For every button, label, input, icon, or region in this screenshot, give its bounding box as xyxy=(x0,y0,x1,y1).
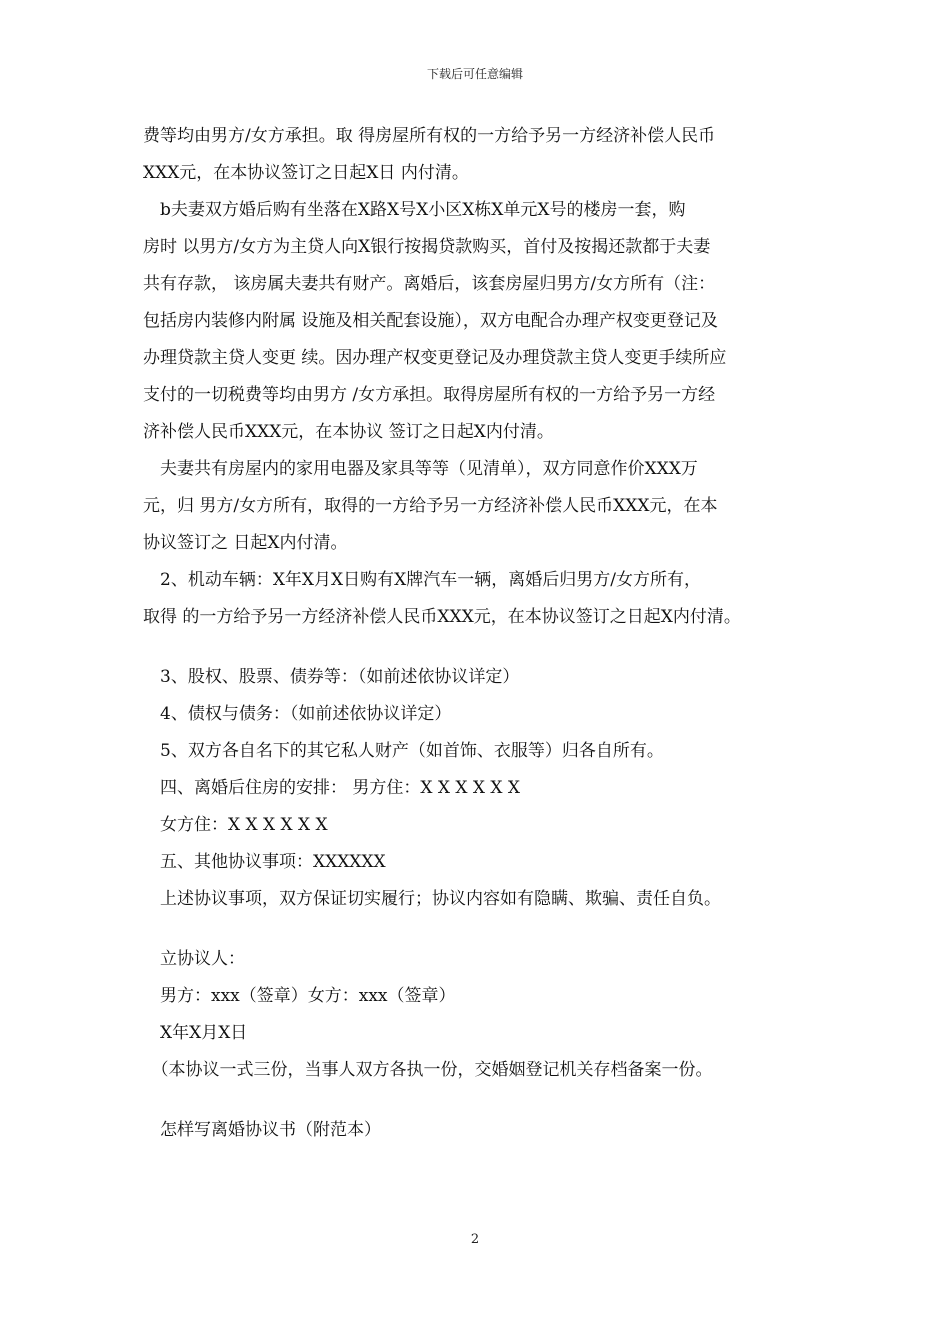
text-line: 办理贷款主贷人变更 续。因办理产权变更登记及办理贷款主贷人变更手续所应 xyxy=(143,348,727,368)
text-line: 5、双方各自名下的其它私人财产（如首饰、衣服等）归各自所有。 xyxy=(143,741,664,761)
page-header: 下载后可任意编辑 xyxy=(426,67,523,81)
text-line: XXX元，在本协议签订之日起X日 内付清。 xyxy=(143,163,469,183)
text-line: 四、离婚后住房的安排： 男方住：X X X X X X xyxy=(143,778,521,798)
text-line: 济补偿人民币XXX元，在本协议 签订之日起X内付清。 xyxy=(143,422,554,442)
paragraph-gap xyxy=(143,636,823,659)
text-line: 2、机动车辆：X年X月X日购有X牌汽车一辆，离婚后归男方/女方所有， xyxy=(143,570,701,590)
text-line: 共有存款， 该房属夫妻共有财产。离婚后，该套房屋归男方/女方所有（注： xyxy=(143,274,716,294)
text-line: 立协议人： xyxy=(143,949,245,969)
text-line: 房时 以男方/女方为主贷人向X银行按揭贷款购买，首付及按揭还款都于夫妻 xyxy=(143,237,711,257)
text-line: 支付的一切税费等均由男方 /女方承担。取得房屋所有权的一方给予另一方经 xyxy=(143,385,716,405)
text-line: 上述协议事项，双方保证切实履行；协议内容如有隐瞒、欺骗、责任自负。 xyxy=(143,889,721,909)
paragraph-gap xyxy=(143,1089,823,1112)
text-line: 4、债权与债务：（如前述依协议详定） xyxy=(143,704,452,724)
text-line: 取得 的一方给予另一方经济补偿人民币XXX元，在本协议签订之日起X内付清。 xyxy=(143,607,741,627)
text-line: （本协议一式三份，当事人双方各执一份，交婚姻登记机关存档备案一份。 xyxy=(143,1060,713,1080)
text-line: 女方住：X X X X X X xyxy=(143,815,328,835)
text-line: X年X月X日 xyxy=(143,1023,248,1043)
document-body xyxy=(143,118,823,1149)
text-line: 男方：xxx（签章）女方：xxx（签章） xyxy=(143,986,456,1006)
page-number: 2 xyxy=(470,1232,480,1247)
text-line: 包括房内装修内附属 设施及相关配套设施），双方电配合办理产权变更登记及 xyxy=(143,311,718,331)
text-line: b夫妻双方婚后购有坐落在X路X号X小区X栋X单元X号的楼房一套，购 xyxy=(143,200,686,220)
text-line: 3、股权、股票、债券等：（如前述依协议详定） xyxy=(143,667,520,687)
text-line: 怎样写离婚协议书（附范本） xyxy=(143,1120,381,1140)
text-line: 五、其他协议事项：XXXXXX xyxy=(143,852,386,872)
text-line: 协议签订之 日起X内付清。 xyxy=(143,533,348,553)
text-line: 夫妻共有房屋内的家用电器及家具等等（见清单），双方同意作价XXX万 xyxy=(143,459,698,479)
text-line: 元，归 男方/女方所有，取得的一方给予另一方经济补偿人民币XXX元，在本 xyxy=(143,496,718,516)
paragraph-gap xyxy=(143,918,823,941)
text-line: 费等均由男方/女方承担。取 得房屋所有权的一方给予另一方经济补偿人民币 xyxy=(143,126,716,146)
